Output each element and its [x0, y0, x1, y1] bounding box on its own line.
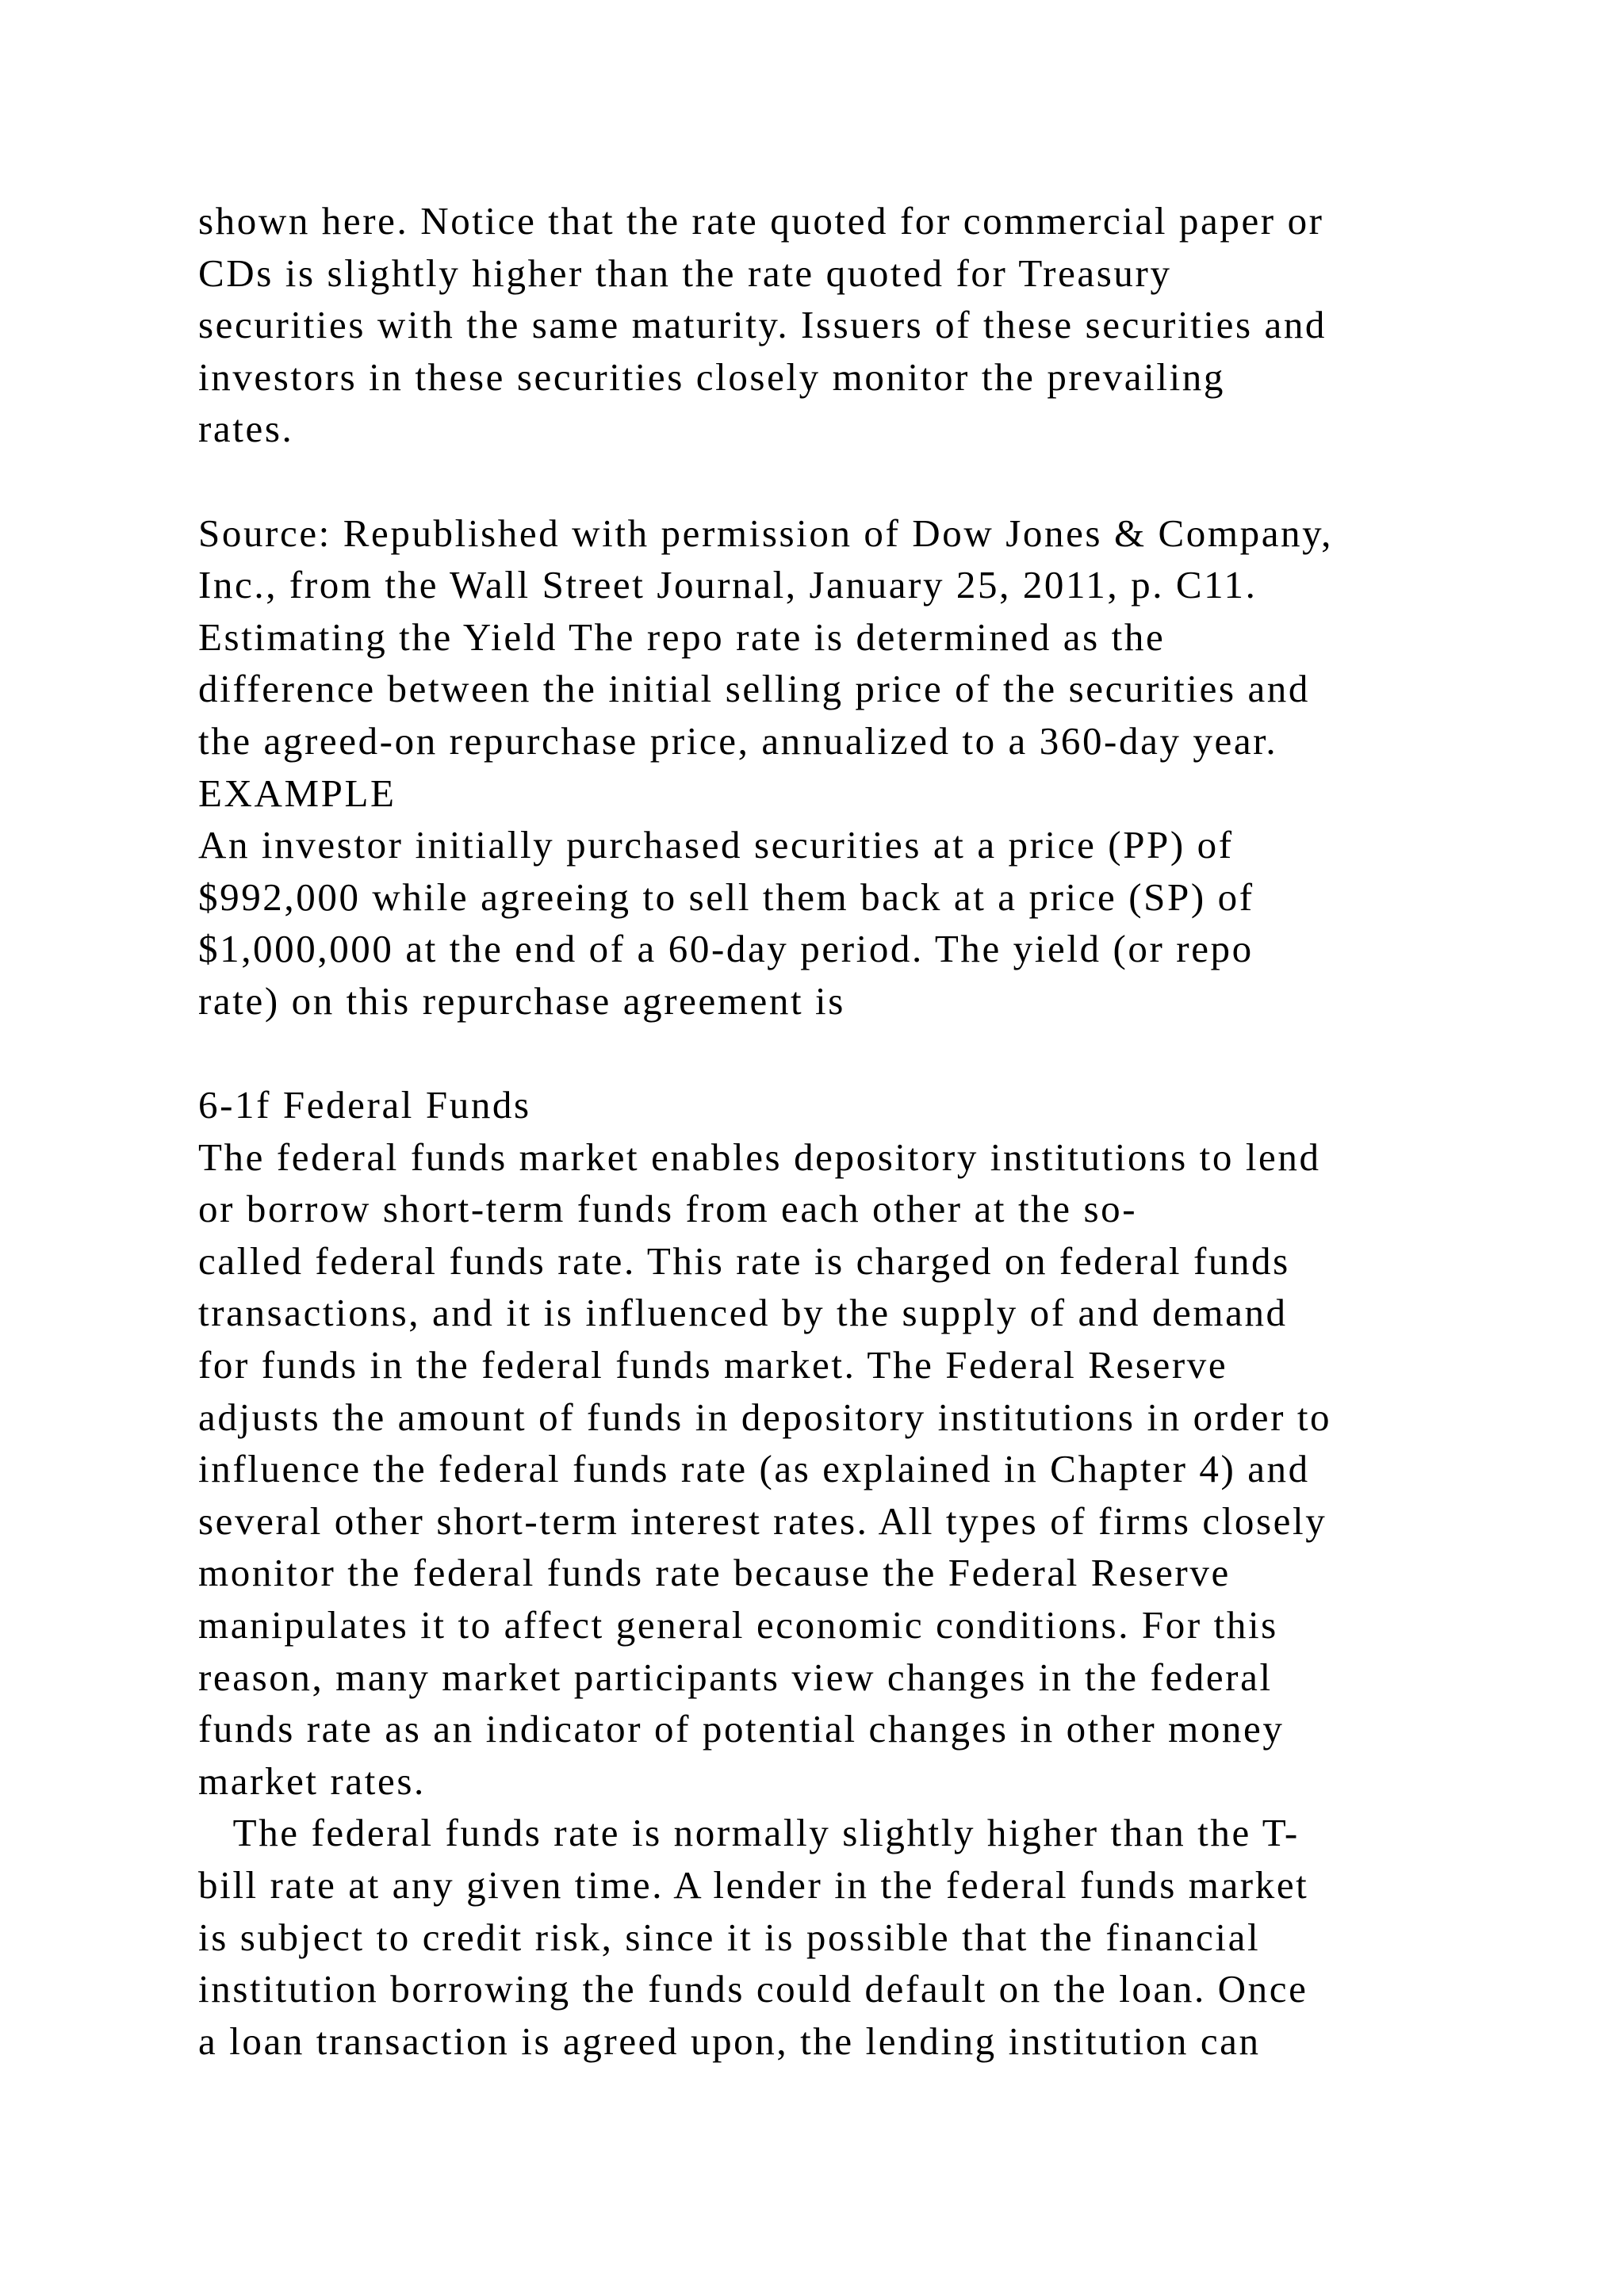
text-line: bill rate at any given time. A lender in the federal funds market [198, 1863, 1309, 1907]
text-line: $1,000,000 at the end of a 60-day period. The yield (or repo [198, 927, 1254, 971]
text-line: funds rate as an indicator of potential changes in other money [198, 1707, 1285, 1751]
text-line: influence the federal funds rate (as explained in Chapter 4) and [198, 1447, 1310, 1491]
text-line: for funds in the federal funds market. The Federal Reserve [198, 1343, 1228, 1387]
text-line: transactions, and it is influenced by the supply of and demand [198, 1291, 1288, 1335]
text-line: $992,000 while agreeing to sell them back at a price (SP) of [198, 874, 1254, 919]
text-line: a loan transaction is agreed upon, the lending institution can [198, 2019, 1261, 2063]
text-line: or borrow short-term funds from each other at the so- [198, 1187, 1138, 1231]
body-text [198, 195, 1530, 2067]
blank-line [198, 1027, 1530, 1080]
text-line: The federal funds market enables depository institutions to lend [198, 1135, 1321, 1179]
example-heading: EXAMPLE [198, 771, 396, 815]
text-line: securities with the same maturity. Issuers of these securities and [198, 303, 1327, 347]
text-line: the agreed-on repurchase price, annualized to a 360-day year. [198, 718, 1278, 763]
text-line: The federal funds rate is normally slightly higher than the T- [198, 1811, 1300, 1855]
blank-line [198, 455, 1530, 507]
text-line: Estimating the Yield The repo rate is determined as the [198, 614, 1166, 659]
text-line: is subject to credit risk, since it is possible that the financial [198, 1915, 1261, 1959]
text-line: reason, many market participants view changes in the federal [198, 1655, 1273, 1699]
text-line: shown here. Notice that the rate quoted for commercial paper or [198, 199, 1324, 243]
section-heading: 6-1f Federal Funds [198, 1083, 531, 1127]
source-line: Inc., from the Wall Street Journal, January 25, 2011, p. C11. [198, 563, 1258, 607]
text-line: manipulates it to affect general economic conditions. For this [198, 1603, 1278, 1647]
text-line: monitor the federal funds rate because the Federal Reserve [198, 1551, 1231, 1595]
text-line: An investor initially purchased securities at a price (PP) of [198, 823, 1234, 867]
text-line: several other short-term interest rates. All types of firms closely [198, 1498, 1327, 1543]
text-line: market rates. [198, 1758, 426, 1803]
text-line: institution borrowing the funds could default on the loan. Once [198, 1967, 1308, 2011]
text-line: called federal funds rate. This rate is charged on federal funds [198, 1238, 1290, 1283]
text-line: rate) on this repurchase agreement is [198, 978, 845, 1023]
text-line: investors in these securities closely monitor the prevailing [198, 354, 1225, 399]
text-line: adjusts the amount of funds in depository institutions in order to [198, 1395, 1332, 1439]
source-line: Source: Republished with permission of Dow Jones & Company, [198, 511, 1333, 555]
text-line: CDs is slightly higher than the rate quoted for Treasury [198, 251, 1172, 295]
text-line: difference between the initial selling price of the securities and [198, 667, 1311, 711]
text-line: rates. [198, 407, 294, 451]
